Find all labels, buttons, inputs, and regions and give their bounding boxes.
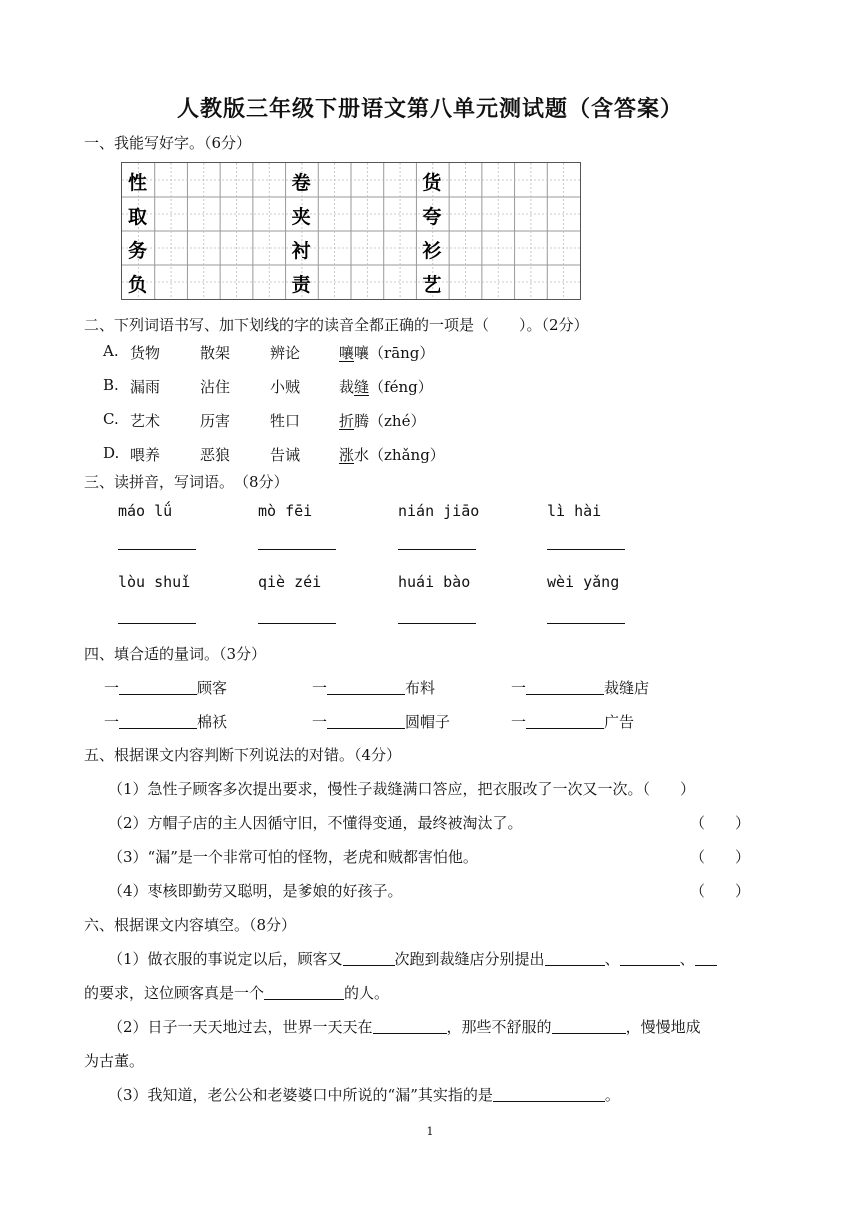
measure-word-item xyxy=(511,677,649,698)
underlined-char: 缝 xyxy=(354,378,370,396)
fill-q1-text-f: 的人。 xyxy=(344,984,390,1002)
noun: 裁缝店 xyxy=(604,679,650,697)
fill-blank[interactable] xyxy=(695,949,717,966)
pinyin-prompt: máo lǘ xyxy=(118,502,173,520)
option-word: 货物 xyxy=(130,344,161,362)
option-word: 小贼 xyxy=(270,378,301,396)
answer-line[interactable] xyxy=(547,623,625,624)
pinyin-reading: （rāng） xyxy=(369,344,435,362)
fill-q2-line1 xyxy=(108,1016,701,1037)
judge-item-2: （2）方帽子店的主人因循守旧，不懂得变通，最终被淘汰了。 xyxy=(108,814,523,832)
answer-line[interactable] xyxy=(398,549,476,550)
fill-blank[interactable] xyxy=(343,949,395,966)
noun: 广告 xyxy=(604,713,635,731)
fill-q2-text-b: ，那些不舒服的 xyxy=(446,1018,552,1036)
judge-paren-2: （ ） xyxy=(690,814,751,832)
practice-character: 夹 xyxy=(291,206,311,228)
practice-character: 责 xyxy=(291,274,311,296)
practice-character: 夸 xyxy=(422,206,442,228)
option-word: 恶狼 xyxy=(200,446,231,464)
option-word: 辨论 xyxy=(270,344,301,362)
page-title: 人教版三年级下册语文第八单元测试题（含答案） xyxy=(176,96,683,122)
practice-character: 卷 xyxy=(291,172,311,194)
fill-blank[interactable] xyxy=(119,712,197,729)
option-word: 散架 xyxy=(200,344,231,362)
pinyin-prompt: qiè zéi xyxy=(258,573,322,591)
practice-character: 取 xyxy=(128,206,148,228)
fill-q3-text-a: （3）我知道，老公公和老婆婆口中所说的“漏”其实指的是 xyxy=(108,1086,493,1104)
answer-line[interactable] xyxy=(547,549,625,550)
word-char: 腾 xyxy=(354,412,370,430)
fill-blank[interactable] xyxy=(373,1017,447,1034)
judge-paren-3: （ ） xyxy=(690,848,751,866)
pinyin-reading: （zhǎng） xyxy=(369,446,445,464)
option-word: 漏雨 xyxy=(130,378,161,396)
option-word: 艺术 xyxy=(130,412,161,430)
noun: 布料 xyxy=(405,679,436,697)
prefix-yi: 一 xyxy=(511,713,527,731)
writing-grid xyxy=(121,162,581,300)
fill-q1-line1 xyxy=(108,948,717,969)
fill-blank[interactable] xyxy=(545,949,605,966)
answer-line[interactable] xyxy=(118,549,196,550)
option-underlined-word xyxy=(339,444,445,465)
fill-q3-text-b: 。 xyxy=(604,1086,620,1104)
section-3-heading: 三、读拼音，写词语。 （8分） xyxy=(84,473,289,491)
section-5-heading: 五、根据课文内容判断下列说法的对错。（4分） xyxy=(84,746,402,764)
measure-word-item xyxy=(104,711,227,732)
prefix-yi: 一 xyxy=(312,679,328,697)
practice-character: 负 xyxy=(128,274,148,296)
page-number: 1 xyxy=(426,1125,434,1138)
prefix-yi: 一 xyxy=(104,713,120,731)
measure-word-item xyxy=(312,711,450,732)
section-6-heading: 六、根据课文内容填空。（8分） xyxy=(84,916,297,934)
pinyin-prompt: wèi yǎng xyxy=(547,573,620,591)
fill-q2-text-a: （2）日子一天天地过去，世界一天天在 xyxy=(108,1018,373,1036)
underlined-char: 折 xyxy=(339,412,355,430)
fill-blank[interactable] xyxy=(327,678,405,695)
option-word: 告诫 xyxy=(270,446,301,464)
fill-q1-line2 xyxy=(84,982,389,1003)
option-underlined-word xyxy=(339,410,425,431)
pinyin-reading: （féng） xyxy=(369,378,433,396)
fill-blank[interactable] xyxy=(119,678,197,695)
option-label: B. xyxy=(103,376,119,394)
practice-character: 性 xyxy=(128,172,148,194)
noun: 棉袄 xyxy=(197,713,228,731)
fill-q2-line2: 为古董。 xyxy=(84,1052,145,1070)
fill-blank[interactable] xyxy=(327,712,405,729)
underlined-char: 嚷 xyxy=(339,344,355,362)
pinyin-prompt: lòu shuǐ xyxy=(118,573,191,591)
practice-character: 货 xyxy=(422,172,442,194)
practice-character: 衬 xyxy=(291,240,311,262)
noun: 圆帽子 xyxy=(405,713,451,731)
fill-q1-text-b: 次跑到裁缝店分别提出 xyxy=(394,950,545,968)
measure-word-item xyxy=(511,711,634,732)
word-char: 嚷 xyxy=(354,344,370,362)
fill-blank[interactable] xyxy=(552,1017,626,1034)
fill-blank[interactable] xyxy=(526,678,604,695)
answer-line[interactable] xyxy=(398,623,476,624)
option-word: 沾住 xyxy=(200,378,231,396)
judge-item-3: （3）“漏”是一个非常可怕的怪物，老虎和贼都害怕他。 xyxy=(108,848,478,866)
pinyin-prompt: lì hài xyxy=(547,502,602,520)
fill-blank[interactable] xyxy=(264,983,344,1000)
fill-q3-line xyxy=(108,1084,620,1105)
fill-q1-text-d: 、 xyxy=(679,950,695,968)
prefix-yi: 一 xyxy=(312,713,328,731)
judge-paren-4: （ ） xyxy=(690,882,751,900)
option-underlined-word xyxy=(339,342,434,363)
fill-q1-text-a: （1）做衣服的事说定以后，顾客又 xyxy=(108,950,343,968)
prefix-yi: 一 xyxy=(511,679,527,697)
pinyin-prompt: mò fēi xyxy=(258,502,313,520)
option-word: 喂养 xyxy=(130,446,161,464)
answer-line[interactable] xyxy=(118,623,196,624)
section-2-heading: 二、下列词语书写、加下划线的字的读音全都正确的一项是（ ）。（2分） xyxy=(84,316,589,334)
option-word: 历害 xyxy=(200,412,231,430)
word-char: 裁 xyxy=(339,378,355,396)
noun: 顾客 xyxy=(197,679,228,697)
fill-q2-text-c: ，慢慢地成 xyxy=(625,1018,701,1036)
pinyin-prompt: huái bào xyxy=(398,573,471,591)
option-label: D. xyxy=(103,444,120,462)
pinyin-reading: （zhé） xyxy=(369,412,426,430)
practice-character: 艺 xyxy=(422,274,442,296)
option-label: A. xyxy=(103,342,119,360)
answer-line[interactable] xyxy=(258,623,336,624)
option-word: 牲口 xyxy=(270,412,301,430)
word-char: 水 xyxy=(354,446,370,464)
fill-blank[interactable] xyxy=(526,712,604,729)
option-label: C. xyxy=(103,410,119,428)
judge-item-4: （4）枣核即勤劳又聪明，是爹娘的好孩子。 xyxy=(108,882,403,900)
fill-q1-text-c: 、 xyxy=(604,950,620,968)
measure-word-item xyxy=(104,677,227,698)
judge-item-1: （1）急性子顾客多次提出要求，慢性子裁缝满口答应，把衣服改了一次又一次。（ ） xyxy=(108,780,696,798)
option-underlined-word xyxy=(339,376,433,397)
prefix-yi: 一 xyxy=(104,679,120,697)
practice-character: 务 xyxy=(128,240,148,262)
fill-blank[interactable] xyxy=(493,1085,605,1102)
section-4-heading: 四、填合适的量词。（3分） xyxy=(84,645,267,663)
measure-word-item xyxy=(312,677,435,698)
answer-line[interactable] xyxy=(258,549,336,550)
underlined-char: 涨 xyxy=(339,446,355,464)
pinyin-prompt: nián jiāo xyxy=(398,502,480,520)
practice-character: 衫 xyxy=(422,240,442,262)
section-1-heading: 一、我能写好字。（6分） xyxy=(84,134,252,152)
grid-lines xyxy=(122,163,580,299)
fill-q1-text-e: 的要求，这位顾客真是一个 xyxy=(84,984,265,1002)
fill-blank[interactable] xyxy=(620,949,680,966)
